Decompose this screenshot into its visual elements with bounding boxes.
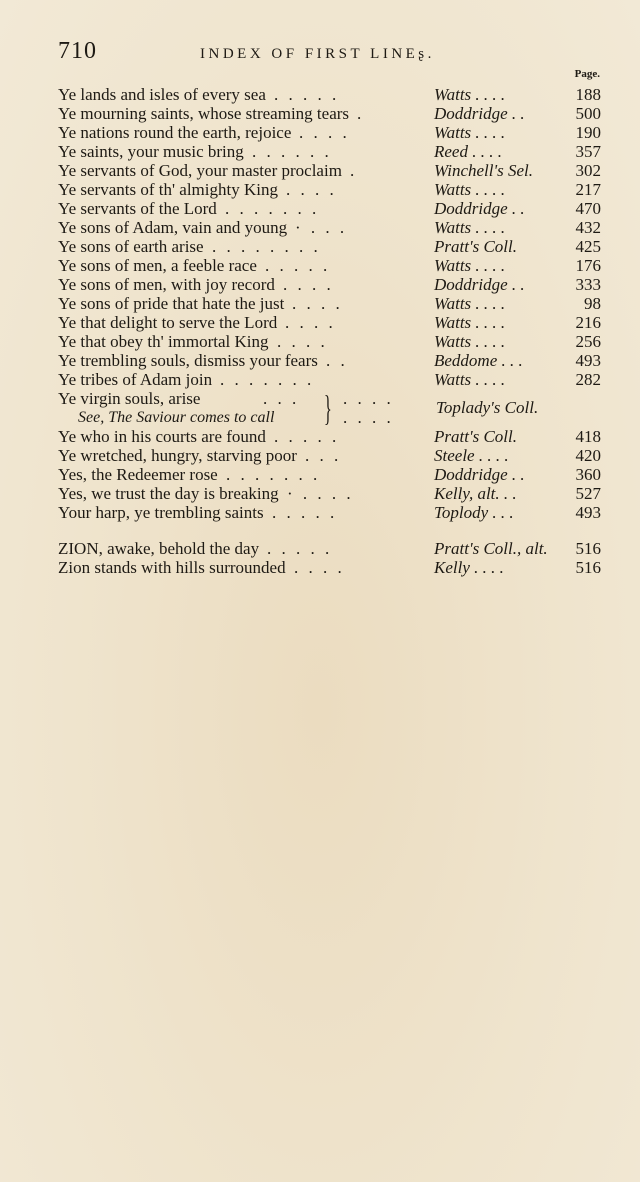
entry-author: Pratt's Coll. xyxy=(434,237,517,256)
entry-leader: . . . . . xyxy=(274,427,340,446)
index-entry xyxy=(58,142,603,161)
index-entry xyxy=(58,85,603,104)
entry-first-line: Ye servants of th' almighty King xyxy=(58,180,278,199)
entry-leader: . . . . xyxy=(277,332,328,351)
index-entry xyxy=(58,199,603,218)
entry-leader: . . . xyxy=(263,389,300,408)
entry-author: Watts . . . . xyxy=(434,332,506,351)
entry-leader: . . . . . xyxy=(274,85,340,104)
entry-page-number: 527 xyxy=(575,484,601,503)
entry-author: Steele . . . . xyxy=(434,446,509,465)
entry-page-number: 418 xyxy=(575,427,601,446)
index-entry xyxy=(58,465,603,484)
entry-page-number: 98 xyxy=(584,294,601,313)
entry-leader: . . . . xyxy=(292,294,343,313)
entry-first-line: Ye lands and isles of every sea xyxy=(58,85,266,104)
entry-author: Beddome . . . xyxy=(434,351,523,370)
entry-author: Pratt's Coll. xyxy=(434,427,517,446)
entry-author: Watts . . . . xyxy=(434,180,506,199)
page-header xyxy=(58,38,603,72)
entry-first-line: Ye servants of the Lord xyxy=(58,199,217,218)
entry-leader: . xyxy=(350,161,358,180)
entry-first-line: ZION, awake, behold the day xyxy=(58,539,260,558)
entry-leader: . . . . xyxy=(285,313,336,332)
entry-leader: · . . . . xyxy=(287,484,354,503)
index-entry xyxy=(58,161,603,180)
entry-first-line: Ye nations round the earth, rejoice xyxy=(58,123,292,142)
index-entry xyxy=(58,503,603,522)
entry-leader: . . . . . . . . xyxy=(212,237,321,256)
entry-author: Doddridge . . xyxy=(434,275,525,294)
entry-page-number: 493 xyxy=(575,503,601,522)
entry-page-number: 500 xyxy=(575,104,601,123)
index-entry xyxy=(58,332,603,351)
entry-first-line: Ye sons of earth arise xyxy=(58,237,204,256)
entry-author: Watts . . . . xyxy=(434,85,506,104)
entry-page-number: 302 xyxy=(575,161,601,180)
entry-group-zion xyxy=(58,539,603,577)
combined-index-entry xyxy=(58,389,603,427)
entry-first-line: Ye mourning saints, whose streaming tears xyxy=(58,104,350,123)
entry-page-number: 357 xyxy=(575,142,601,161)
entry-first-line: Ye tribes of Adam join xyxy=(58,370,213,389)
entry-leader: . . . . xyxy=(286,180,337,199)
entry-author: Doddridge . . xyxy=(434,104,525,123)
entry-page-number: 333 xyxy=(575,275,601,294)
entry-page-number: 217 xyxy=(575,180,601,199)
index-entry xyxy=(58,123,603,142)
entry-first-line: Ye that delight to serve the Lord xyxy=(58,313,278,332)
entry-first-line: Ye sons of men, with joy record xyxy=(58,275,275,294)
entry-leader: . . . . xyxy=(299,123,350,142)
entry-first-line: Yes, we trust the day is breaking xyxy=(58,484,279,503)
index-entry xyxy=(58,539,603,558)
entry-author: Kelly, alt. . . xyxy=(434,484,517,503)
entry-leader: . xyxy=(357,104,365,123)
entry-page-number: 188 xyxy=(575,85,601,104)
index-entry xyxy=(58,446,603,465)
index-entry xyxy=(58,484,603,503)
entry-first-line: Zion stands with hills surrounded xyxy=(58,558,286,577)
entry-page-number: 516 xyxy=(575,539,601,558)
entry-author: Doddridge . . xyxy=(434,199,525,218)
entry-first-line: Ye trembling souls, dismiss your fears xyxy=(58,351,318,370)
entry-first-line: Ye saints, your music bring xyxy=(58,142,244,161)
entry-group-ye xyxy=(58,85,603,389)
entry-author: Watts . . . . xyxy=(434,218,506,237)
entry-author: Watts . . . . xyxy=(434,123,506,142)
entry-page-number: 420 xyxy=(575,446,601,465)
entry-leader: . . . . . xyxy=(267,539,333,558)
entry-page-number: 425 xyxy=(575,237,601,256)
entry-author: Toplady's Coll. xyxy=(436,398,539,417)
entry-page-number: 470 xyxy=(575,199,601,218)
entry-author: Watts . . . . xyxy=(434,294,506,313)
entry-page-number: 432 xyxy=(575,218,601,237)
entry-leader: . . . . xyxy=(283,275,334,294)
entry-first-line: Yes, the Redeemer rose xyxy=(58,465,218,484)
entry-first-line: Ye wretched, hungry, starving poor xyxy=(58,446,297,465)
entry-author: Reed . . . . xyxy=(434,142,502,161)
index-entry xyxy=(58,256,603,275)
entry-leader: . . . . . . . xyxy=(225,199,320,218)
entry-first-line: Ye servants of God, your master proclaim xyxy=(58,161,342,180)
brace-glyph: } xyxy=(324,388,332,428)
entry-page-number: 360 xyxy=(575,465,601,484)
index-entries xyxy=(58,85,603,577)
index-entry xyxy=(58,558,603,577)
entry-page-number: 256 xyxy=(575,332,601,351)
entry-first-line: Ye who in his courts are found xyxy=(58,427,266,446)
index-entry xyxy=(58,370,603,389)
entry-first-line: Ye that obey th' immortal King xyxy=(58,332,269,351)
index-entry xyxy=(58,237,603,256)
entry-page-number: 176 xyxy=(575,256,601,275)
entry-leader: . . . . . . xyxy=(252,142,332,161)
index-entry xyxy=(58,275,603,294)
entry-first-line-alt: See, The Saviour comes to call xyxy=(78,409,275,426)
entry-first-line: Ye virgin souls, arise xyxy=(58,389,201,408)
index-entry xyxy=(58,104,603,123)
entry-first-line: Ye sons of pride that hate the just xyxy=(58,294,285,313)
entry-page-number: 282 xyxy=(575,370,601,389)
page-number: 710 xyxy=(58,38,97,64)
entry-leader: · . . . xyxy=(295,218,348,237)
index-entry xyxy=(58,294,603,313)
index-entry xyxy=(58,180,603,199)
entry-leader: . . . . xyxy=(343,389,394,408)
entry-leader: . . . . . . . xyxy=(220,370,315,389)
entry-first-line: Ye sons of men, a feeble race xyxy=(58,256,257,275)
entry-author: Watts . . . . xyxy=(434,313,506,332)
entry-leader: . . xyxy=(326,351,348,370)
entry-author: Doddridge . . xyxy=(434,465,525,484)
entry-page-number: 516 xyxy=(575,558,601,577)
entry-page-number: 190 xyxy=(575,123,601,142)
index-entry xyxy=(58,351,603,370)
entry-page-number: 216 xyxy=(575,313,601,332)
entry-author: Winchell's Sel. xyxy=(434,161,534,180)
entry-leader: . . . xyxy=(305,446,342,465)
running-title: INDEX OF FIRST LINEʂ. xyxy=(200,46,435,62)
entry-leader: . . . . xyxy=(343,408,394,427)
entry-author: Kelly . . . . xyxy=(434,558,504,577)
entry-page-number: 493 xyxy=(575,351,601,370)
page-column-label: Page. xyxy=(574,68,600,80)
entry-author: Toplody . . . xyxy=(434,503,514,522)
index-entry xyxy=(58,427,603,446)
entry-first-line: Ye sons of Adam, vain and young xyxy=(58,218,288,237)
entry-author: Pratt's Coll., alt. xyxy=(434,539,548,558)
entry-group-ye-continued xyxy=(58,427,603,522)
entry-first-line: Your harp, ye trembling saints xyxy=(58,503,264,522)
entry-author: Watts . . . . xyxy=(434,256,506,275)
entry-leader: . . . . xyxy=(294,558,345,577)
section-gap xyxy=(58,522,603,539)
index-entry xyxy=(58,218,603,237)
entry-leader: . . . . . . . xyxy=(226,465,321,484)
entry-author: Watts . . . . xyxy=(434,370,506,389)
entry-leader: . . . . . xyxy=(272,503,338,522)
entry-leader: . . . . . xyxy=(265,256,331,275)
index-entry xyxy=(58,313,603,332)
